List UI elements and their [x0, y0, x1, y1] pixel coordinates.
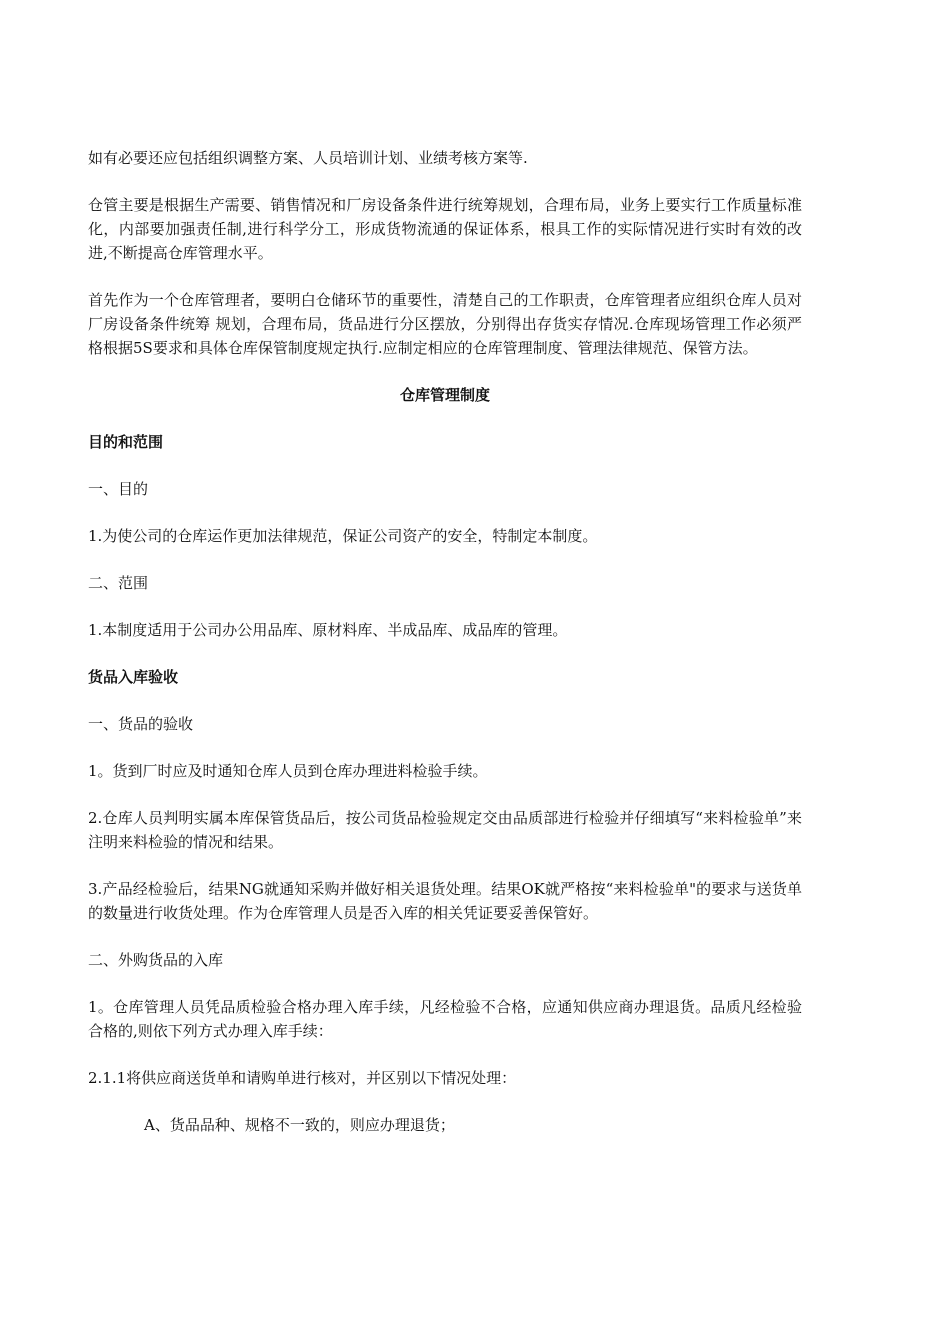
subheading-purpose: 一、目的 — [88, 480, 149, 498]
subheading-scope: 二、范围 — [88, 574, 149, 592]
document-title: 仓库管理制度 — [399, 386, 490, 404]
inbound-subitem-a: A、货品品种、规格不一致的，则应办理退货； — [144, 1116, 455, 1134]
subheading-goods-inspection: 一、货品的验收 — [88, 715, 194, 733]
inspection-item-1: 1。货到厂时应及时通知仓库人员到仓库办理进料检验手续。 — [88, 762, 488, 780]
inbound-item-2: 2.1.1将供应商送货单和请购单进行核对，并区别以下情况处理： — [88, 1069, 517, 1087]
purpose-item-1: 1.为使公司的仓库运作更加法律规范，保证公司资产的安全，特制定本制度。 — [88, 527, 598, 545]
paragraph-intro-3: 首先作为一个仓库管理者，要明白仓储环节的重要性，清楚自己的工作职责，仓库管理者应组织仓库人员对厂房设备条件统筹 规划，合理布局，货品进行分区摆放，分别得出存货实存情况.仓库现场管理工作必须严格根据5S要求和具体仓库保管制度规定执行.应制定相应的仓库管理制度、管理法律规范、保管方法。 — [88, 291, 802, 357]
document-page — [88, 146, 802, 1160]
paragraph-intro-2: 仓管主要是根据生产需要、销售情况和厂房设备条件进行统筹规划，合理布局，业务上要实行工作质量标准化，内部要加强责任制,进行科学分工，形成货物流通的保证体系，根具工作的实际情况进行实时有效的改进,不断提高仓库管理水平。 — [88, 196, 802, 262]
section-heading-purpose-scope: 目的和范围 — [88, 433, 164, 451]
scope-item-1: 1.本制度适用于公司办公用品库、原材料库、半成品库、成品库的管理。 — [88, 621, 568, 639]
section-heading-inbound-inspection: 货品入库验收 — [88, 668, 179, 686]
subheading-purchased-goods-inbound: 二、外购货品的入库 — [88, 951, 224, 969]
inbound-item-1: 1。仓库管理人员凭品质检验合格办理入库手续，凡经检验不合格，应通知供应商办理退货。品质凡经检验合格的,则依下列方式办理入库手续： — [88, 998, 802, 1040]
inspection-item-3: 3.产品经检验后，结果NG就通知采购并做好相关退货处理。结果OK就严格按“来料检验单"的要求与送货单的数量进行收货处理。作为仓库管理人员是否入库的相关凭证要妥善保管好。 — [88, 880, 802, 922]
inspection-item-2: 2.仓库人员判明实属本库保管货品后，按公司货品检验规定交由品质部进行检验并仔细填写“来料检验单”来注明来料检验的情况和结果。 — [88, 809, 802, 851]
paragraph-intro-1: 如有必要还应包括组织调整方案、人员培训计划、业绩考核方案等. — [88, 149, 528, 167]
